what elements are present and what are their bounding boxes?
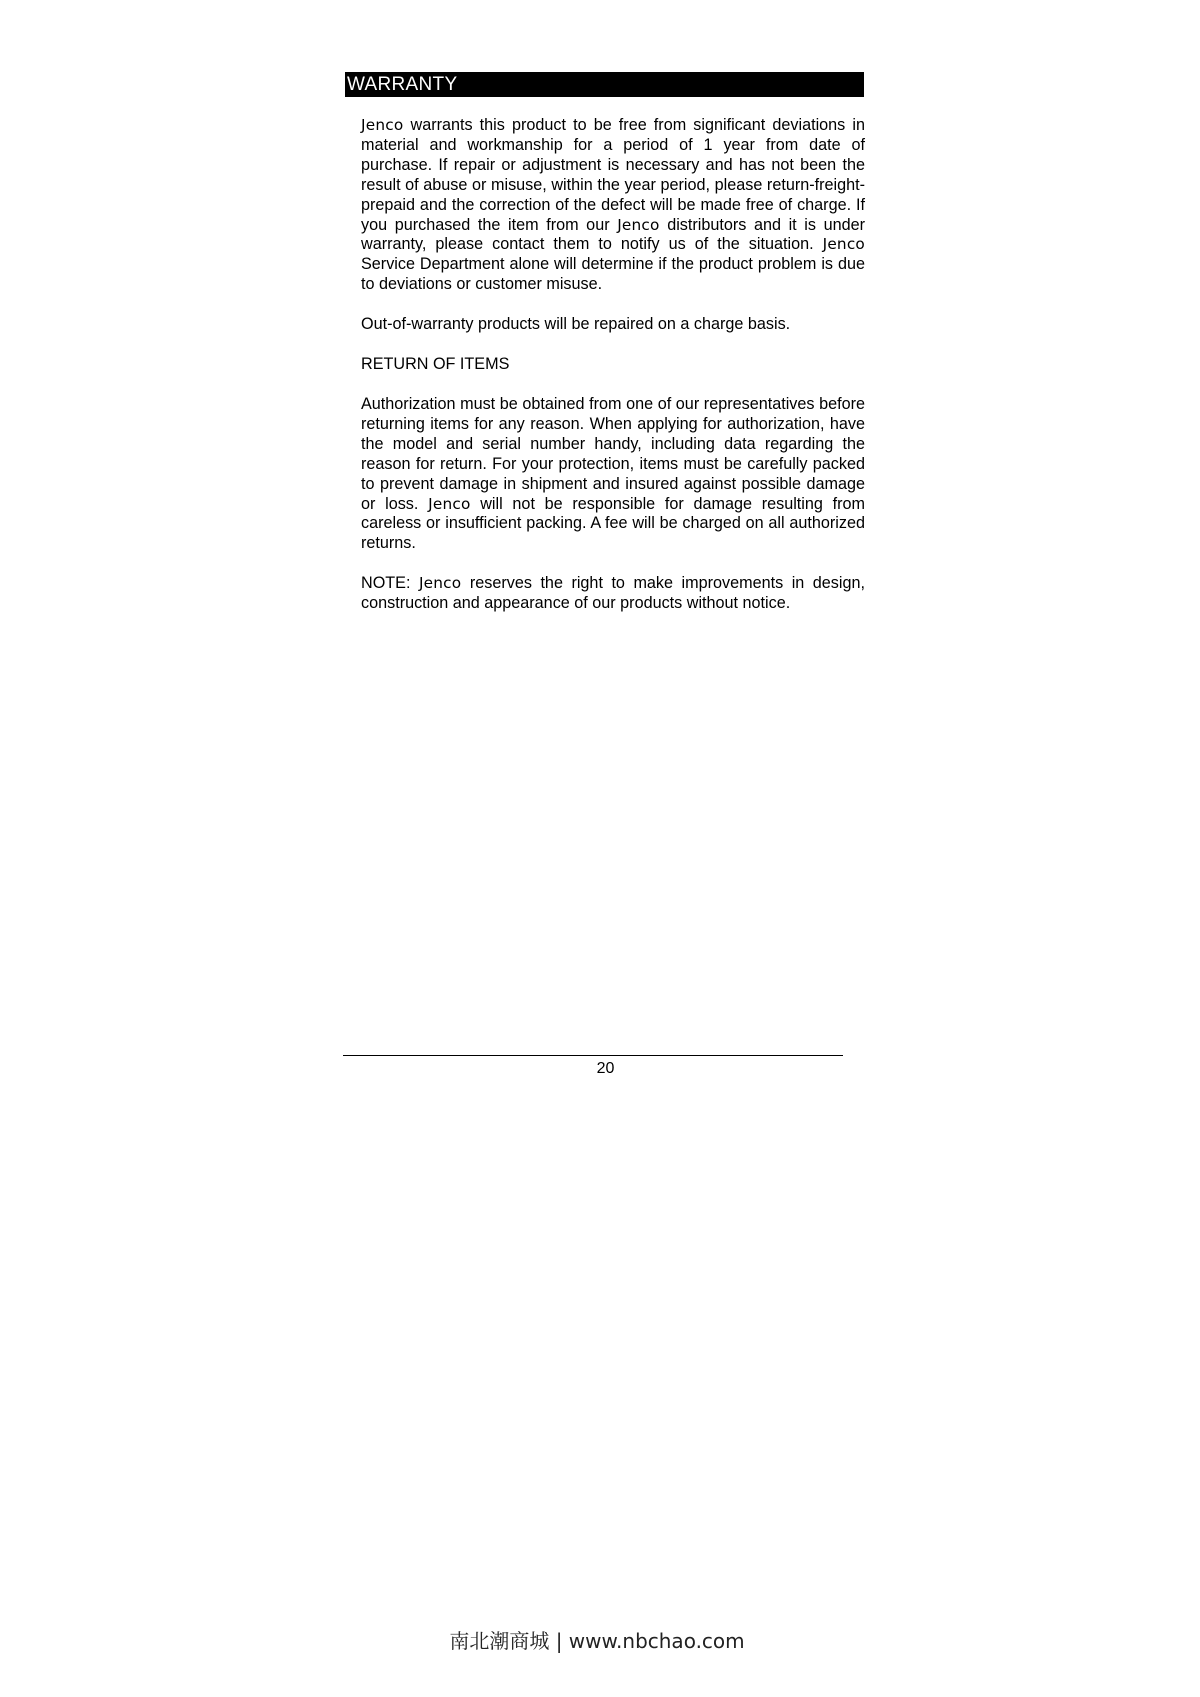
- return-text-part-2: will not be responsible for damage resulting from careless or insufficient packing. A fee will be charged on all authorized returns.: [361, 494, 865, 553]
- brand-name: Jenco: [428, 494, 471, 513]
- brand-name: Jenco: [617, 215, 660, 234]
- section-title: WARRANTY: [347, 74, 458, 95]
- return-of-items-heading: RETURN OF ITEMS: [361, 355, 510, 374]
- warranty-text-part-2: distributors and it is under warranty, please contact them to notify us of the situation.: [361, 215, 865, 254]
- return-text-part-1: Authorization must be obtained from one of our representatives before returning items for any reason. When applying for authorization, have the model and serial number handy, including data regarding the reason for return. For your protection, items must be carefully packed to prevent damage in shipment and insured against possible damage or loss.: [361, 394, 865, 513]
- out-of-warranty-paragraph: Out-of-warranty products will be repaired on a charge basis.: [361, 315, 791, 334]
- site-watermark: 南北潮商城 | www.nbchao.com: [449, 1629, 745, 1653]
- page-number: 20: [596, 1060, 615, 1077]
- brand-name: Jenco: [418, 574, 462, 593]
- section-header-warranty: [345, 72, 864, 97]
- brand-name: Jenco: [361, 116, 404, 134]
- note-text: reserves the right to make improvements in design, construction and appearance of our products without notice.: [361, 574, 865, 613]
- brand-name: Jenco: [822, 235, 865, 254]
- note-paragraph: [361, 574, 865, 614]
- warranty-content: [361, 116, 865, 634]
- warranty-text-part-1: warrants this product to be free from significant deviations in material and workmanship for a period of 1 year from date of purchase. If repair or adjustment is necessary and has not been the result of abuse or misuse, within the year period, please return-freight-prepaid and the correction of the defect will be made free of charge. If you purchased the item from our: [361, 116, 865, 234]
- return-paragraph: [361, 395, 865, 554]
- warranty-paragraph: [361, 116, 865, 295]
- note-prefix: NOTE:: [361, 574, 419, 593]
- footer-divider: [343, 1055, 843, 1056]
- warranty-text-part-3: Service Department alone will determine if the product problem is due to deviations or customer misuse.: [361, 255, 865, 294]
